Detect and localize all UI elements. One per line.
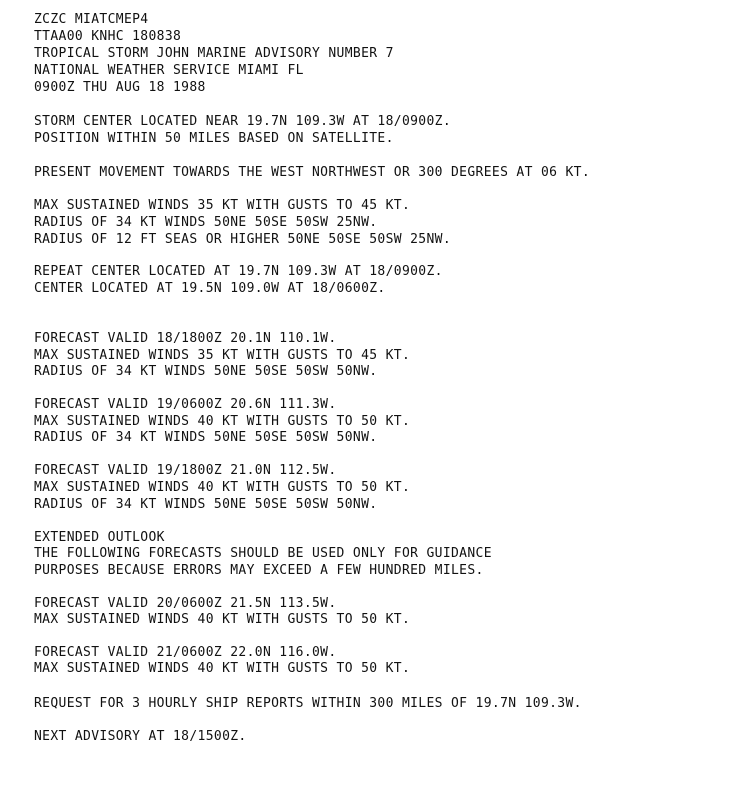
forecast-radius-line: RADIUS OF 34 KT WINDS 50NE 50SE 50SW 50NW.: [34, 430, 378, 445]
forecast-winds-line: MAX SUSTAINED WINDS 40 KT WITH GUSTS TO 50 KT.: [34, 480, 411, 495]
header-line: ZCZC MIATCMEP4: [34, 12, 149, 27]
forecast-valid-line: FORECAST VALID 19/1800Z 21.0N 112.5W.: [34, 463, 337, 478]
issuing-office: NATIONAL WEATHER SERVICE MIAMI FL: [34, 63, 304, 78]
position-accuracy-line: POSITION WITHIN 50 MILES BASED ON SATELLITE.: [34, 131, 394, 146]
winds-line: MAX SUSTAINED WINDS 35 KT WITH GUSTS TO 45 KT.: [34, 198, 411, 213]
forecast-radius-line: RADIUS OF 34 KT WINDS 50NE 50SE 50SW 50NW.: [34, 497, 378, 512]
issue-time: 0900Z THU AUG 18 1988: [34, 80, 206, 95]
extended-forecast-winds-line: MAX SUSTAINED WINDS 40 KT WITH GUSTS TO 50 KT.: [34, 661, 411, 676]
next-advisory-line: NEXT ADVISORY AT 18/1500Z.: [34, 729, 247, 744]
forecast-winds-line: MAX SUSTAINED WINDS 35 KT WITH GUSTS TO 45 KT.: [34, 348, 411, 363]
forecast-valid-line: FORECAST VALID 18/1800Z 20.1N 110.1W.: [34, 331, 337, 346]
winds-radius-line: RADIUS OF 34 KT WINDS 50NE 50SE 50SW 25NW.: [34, 215, 378, 230]
extended-forecast-valid-line: FORECAST VALID 20/0600Z 21.5N 113.5W.: [34, 596, 337, 611]
extended-outlook-heading: EXTENDED OUTLOOK: [34, 530, 165, 545]
forecast-radius-line: RADIUS OF 34 KT WINDS 50NE 50SE 50SW 50NW.: [34, 364, 378, 379]
storm-center-line: STORM CENTER LOCATED NEAR 19.7N 109.3W AT 18/0900Z.: [34, 114, 452, 129]
movement-line: PRESENT MOVEMENT TOWARDS THE WEST NORTHWEST OR 300 DEGREES AT 06 KT.: [34, 165, 591, 180]
ship-report-request: REQUEST FOR 3 HOURLY SHIP REPORTS WITHIN 300 MILES OF 19.7N 109.3W.: [34, 696, 582, 711]
repeat-center-line: REPEAT CENTER LOCATED AT 19.7N 109.3W AT 18/0900Z.: [34, 264, 443, 279]
forecast-winds-line: MAX SUSTAINED WINDS 40 KT WITH GUSTS TO 50 KT.: [34, 414, 411, 429]
extended-forecast-valid-line: FORECAST VALID 21/0600Z 22.0N 116.0W.: [34, 645, 337, 660]
previous-center-line: CENTER LOCATED AT 19.5N 109.0W AT 18/0600Z.: [34, 281, 386, 296]
outlook-note-line: THE FOLLOWING FORECASTS SHOULD BE USED ONLY FOR GUIDANCE: [34, 546, 492, 561]
seas-radius-line: RADIUS OF 12 FT SEAS OR HIGHER 50NE 50SE 50SW 25NW.: [34, 232, 452, 247]
header-line: TTAA00 KNHC 180838: [34, 29, 182, 44]
forecast-valid-line: FORECAST VALID 19/0600Z 20.6N 111.3W.: [34, 397, 337, 412]
extended-forecast-winds-line: MAX SUSTAINED WINDS 40 KT WITH GUSTS TO 50 KT.: [34, 612, 411, 627]
outlook-note-line: PURPOSES BECAUSE ERRORS MAY EXCEED A FEW HUNDRED MILES.: [34, 563, 484, 578]
advisory-title: TROPICAL STORM JOHN MARINE ADVISORY NUMBER 7: [34, 46, 394, 61]
